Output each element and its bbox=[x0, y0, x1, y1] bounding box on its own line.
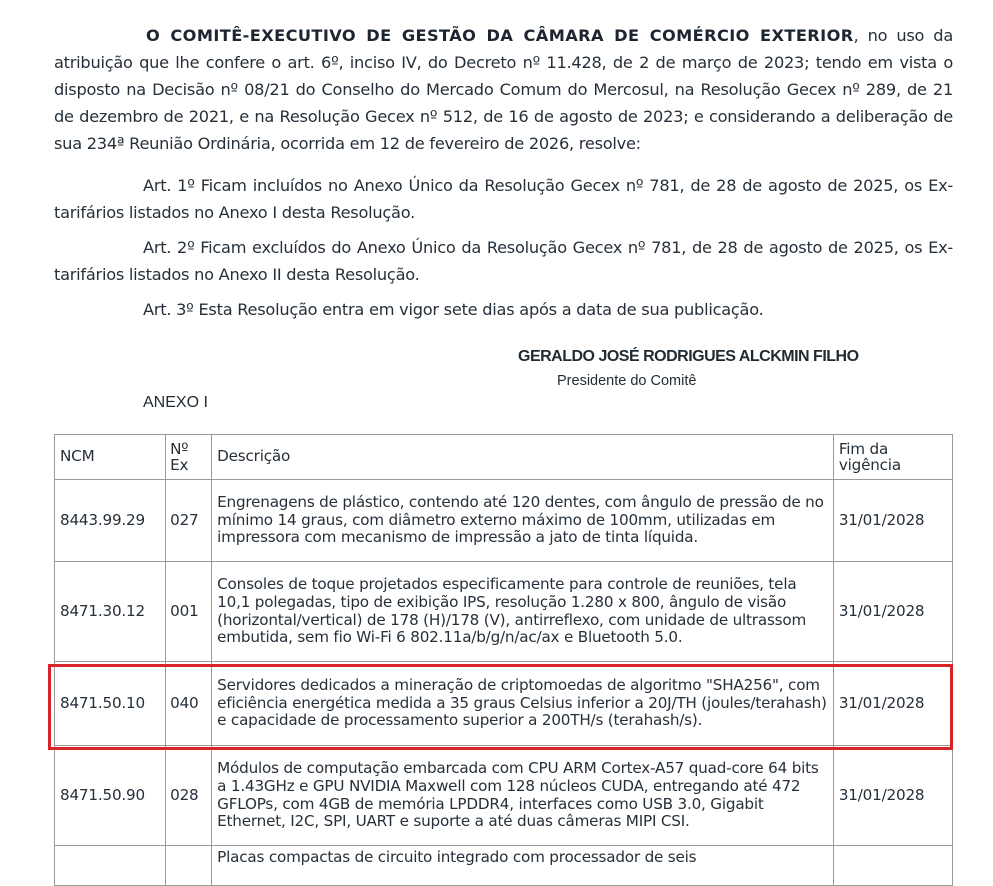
cell-nex: 028 bbox=[166, 746, 212, 846]
cell-fim: 31/01/2028 bbox=[833, 746, 952, 846]
table-row-highlighted bbox=[55, 662, 953, 746]
annex-title: ANEXO I bbox=[143, 394, 208, 411]
cell-fim bbox=[833, 846, 952, 886]
cell-desc: Módulos de computação embarcada com CPU ARM Cortex-A57 quad-core 64 bits a 1.43GHz e GPU NVIDIA Maxwell com 128 núcleos CUDA, entregando até 472 GFLOPs, com 4GB de memória LPDDR4, interfaces como USB 3.0, Gigabit Ethernet, I2C, SPI, UART e suporte a até duas câmeras MIPI CSI. bbox=[212, 746, 834, 846]
article-2: Art. 2º Ficam excluídos do Anexo Único da Resolução Gecex nº 781, de 28 de agosto de 2025, os Ex-tarifários listados no Anexo II desta Resolução. bbox=[54, 238, 953, 284]
signatory-role: Presidente do Comitê bbox=[557, 373, 697, 389]
cell-nex: 001 bbox=[166, 562, 212, 662]
article-3: Art. 3º Esta Resolução entra em vigor sete dias após a data de sua publicação. bbox=[143, 300, 764, 319]
cell-ncm bbox=[55, 846, 166, 886]
cell-desc: Engrenagens de plástico, contendo até 120 dentes, com ângulo de pressão de no mínimo 14 graus, com diâmetro externo máximo de 100mm, utilizadas em impressora com mecanismo de impressão a jato de tinta líquida. bbox=[212, 480, 834, 562]
cell-ncm: 8443.99.29 bbox=[55, 480, 166, 562]
cell-nex bbox=[166, 846, 212, 886]
header-fim: Fim da vigência bbox=[833, 435, 952, 480]
table-row bbox=[55, 480, 953, 562]
cell-fim: 31/01/2028 bbox=[833, 562, 952, 662]
table-header-row bbox=[55, 435, 953, 480]
table-row bbox=[55, 746, 953, 846]
header-desc: Descrição bbox=[212, 435, 834, 480]
cell-fim: 31/01/2028 bbox=[833, 480, 952, 562]
cell-ncm: 8471.50.90 bbox=[55, 746, 166, 846]
ex-tarifario-table bbox=[54, 434, 953, 886]
cell-nex: 040 bbox=[166, 662, 212, 746]
cell-nex: 027 bbox=[166, 480, 212, 562]
header-ncm: NCM bbox=[55, 435, 166, 480]
signatory-name: GERALDO JOSÉ RODRIGUES ALCKMIN FILHO bbox=[518, 348, 859, 365]
cell-desc: Placas compactas de circuito integrado com processador de seis bbox=[212, 846, 834, 886]
cell-fim: 31/01/2028 bbox=[833, 662, 952, 746]
table-row bbox=[55, 562, 953, 662]
article-1: Art. 1º Ficam incluídos no Anexo Único da Resolução Gecex nº 781, de 28 de agosto de 2025, os Ex-tarifários listados no Anexo I desta Resolução. bbox=[54, 176, 953, 222]
preamble-body: , no uso da atribuição que lhe confere o art. 6º, inciso IV, do Decreto nº 11.428, de 2 de março de 2023; tendo em vista o disposto na Decisão nº 08/21 do Conselho do Mercado Comum do Mercosul, na Resolução Gecex nº 289, de 21 de dezembro de 2021, e na Resolução Gecex nº 512, de 16 de agosto de 2023; e considerando a deliberação de sua 234ª Reunião Ordinária, ocorrida em 12 de fevereiro de 2026, resolve: bbox=[54, 26, 953, 153]
committee-heading: O COMITÊ-EXECUTIVO DE GESTÃO DA CÂMARA DE COMÉRCIO EXTERIOR bbox=[146, 26, 854, 45]
table-row bbox=[55, 846, 953, 886]
cell-desc: Servidores dedicados a mineração de criptomoedas de algoritmo "SHA256", com eficiência energética medida a 35 graus Celsius inferior a 20J/TH (joules/terahash) e capacidade de processamento superior a 200TH/s (terahash/s). bbox=[212, 662, 834, 746]
cell-desc: Consoles de toque projetados especificamente para controle de reuniões, tela 10,1 polegadas, tipo de exibição IPS, resolução 1.280 x 800, ângulo de visão (horizontal/vertical) de 178 (H)/178 (V), antirreflexo, com unidade de ultrassom embutida, sem fio Wi-Fi 6 802.11a/b/g/n/ac/ax e Bluetooth 5.0. bbox=[212, 562, 834, 662]
cell-ncm: 8471.50.10 bbox=[55, 662, 166, 746]
header-nex: Nº Ex bbox=[166, 435, 212, 480]
preamble-paragraph bbox=[54, 22, 953, 157]
cell-ncm: 8471.30.12 bbox=[55, 562, 166, 662]
